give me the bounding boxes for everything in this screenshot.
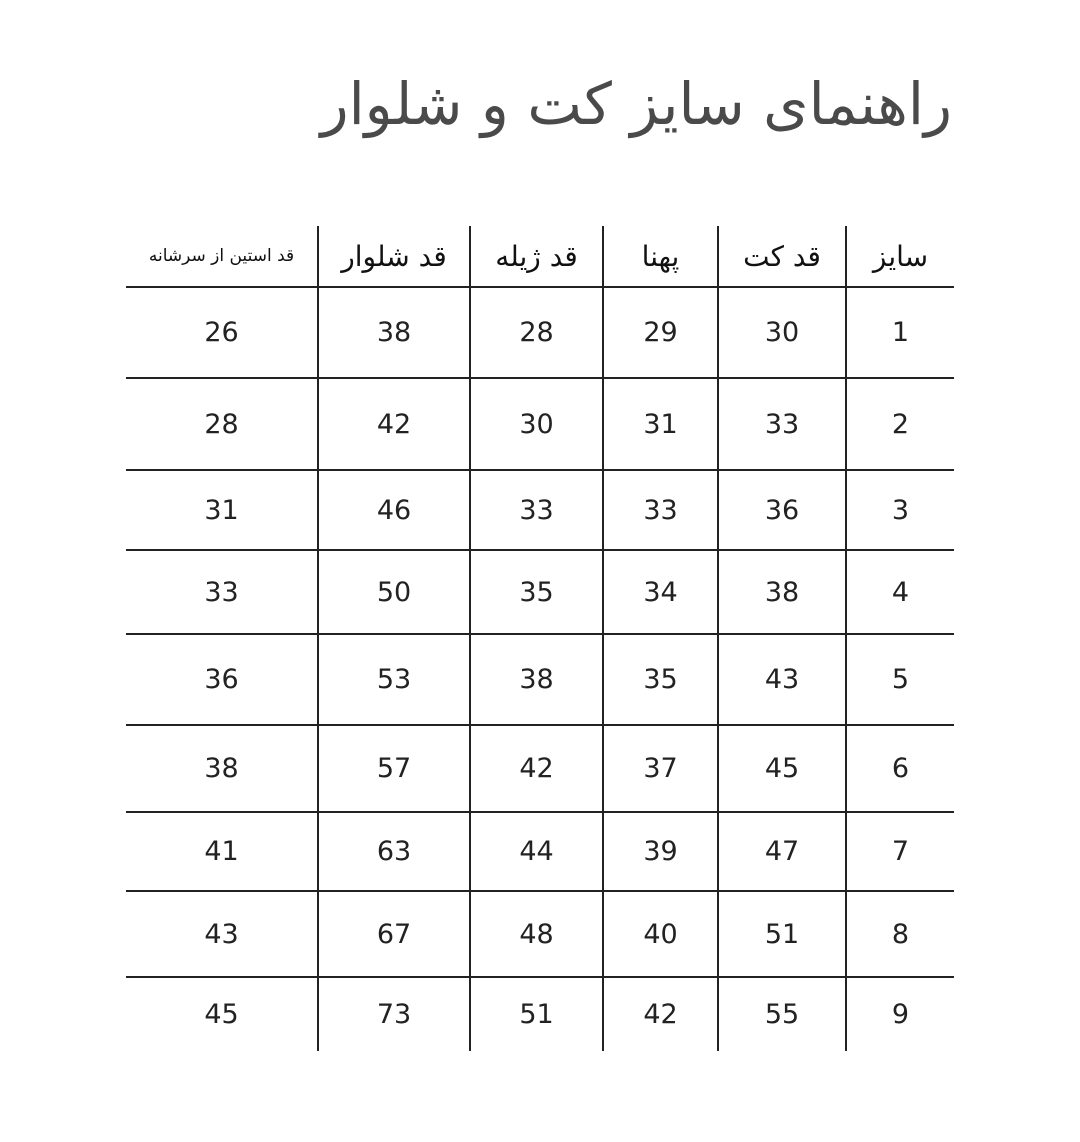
table-cell: 26 [126, 287, 318, 378]
table-cell: 73 [318, 977, 470, 1051]
table-cell: 30 [470, 378, 603, 470]
table-cell: 37 [603, 725, 718, 812]
table-cell: 38 [718, 550, 846, 634]
table-cell: 36 [718, 470, 846, 550]
table-cell: 3 [846, 470, 954, 550]
table-cell: 40 [603, 891, 718, 977]
table-cell: 44 [470, 812, 603, 891]
table-cell: 35 [470, 550, 603, 634]
table-cell: 45 [718, 725, 846, 812]
table-row [126, 550, 954, 634]
header-size: سایز [846, 226, 954, 287]
table-cell: 29 [603, 287, 718, 378]
table-cell: 43 [718, 634, 846, 725]
table-cell: 31 [603, 378, 718, 470]
header-width: پهنا [603, 226, 718, 287]
table-cell: 1 [846, 287, 954, 378]
table-cell: 51 [470, 977, 603, 1051]
table-header-row [126, 226, 954, 287]
table-cell: 33 [470, 470, 603, 550]
table-cell: 30 [718, 287, 846, 378]
table-cell: 33 [126, 550, 318, 634]
table-cell: 31 [126, 470, 318, 550]
table-row [126, 378, 954, 470]
table-cell: 41 [126, 812, 318, 891]
table-cell: 33 [718, 378, 846, 470]
table-cell: 42 [603, 977, 718, 1051]
table-cell: 50 [318, 550, 470, 634]
table-cell: 57 [318, 725, 470, 812]
table-cell: 42 [470, 725, 603, 812]
table-cell: 67 [318, 891, 470, 977]
table-cell: 28 [470, 287, 603, 378]
table-cell: 39 [603, 812, 718, 891]
table-cell: 2 [846, 378, 954, 470]
table-cell: 51 [718, 891, 846, 977]
table-cell: 48 [470, 891, 603, 977]
table-cell: 28 [126, 378, 318, 470]
table-row [126, 891, 954, 977]
table-cell: 7 [846, 812, 954, 891]
table-cell: 53 [318, 634, 470, 725]
table-cell: 43 [126, 891, 318, 977]
table-cell: 5 [846, 634, 954, 725]
table-row [126, 812, 954, 891]
table-cell: 38 [126, 725, 318, 812]
table-cell: 47 [718, 812, 846, 891]
header-jacket-length: قد کت [718, 226, 846, 287]
table-cell: 33 [603, 470, 718, 550]
table-cell: 42 [318, 378, 470, 470]
table-cell: 36 [126, 634, 318, 725]
table-row [126, 725, 954, 812]
table-row [126, 470, 954, 550]
table-cell: 4 [846, 550, 954, 634]
size-chart-table [126, 226, 954, 1051]
table-row [126, 287, 954, 378]
table-cell: 46 [318, 470, 470, 550]
table-cell: 55 [718, 977, 846, 1051]
table-cell: 63 [318, 812, 470, 891]
table-cell: 34 [603, 550, 718, 634]
table-cell: 8 [846, 891, 954, 977]
header-vest-length: قد ژیله [470, 226, 603, 287]
header-sleeve-length: قد استین از سرشانه [126, 226, 318, 287]
table-cell: 6 [846, 725, 954, 812]
table-cell: 38 [470, 634, 603, 725]
table-row [126, 977, 954, 1051]
table-cell: 38 [318, 287, 470, 378]
table-cell: 35 [603, 634, 718, 725]
table-cell: 45 [204, 999, 239, 1030]
table-cell: 9 [846, 977, 954, 1051]
page-title: راهنمای سایز کت و شلوار [320, 70, 952, 138]
table-row [126, 634, 954, 725]
header-pants-length: قد شلوار [318, 226, 470, 287]
